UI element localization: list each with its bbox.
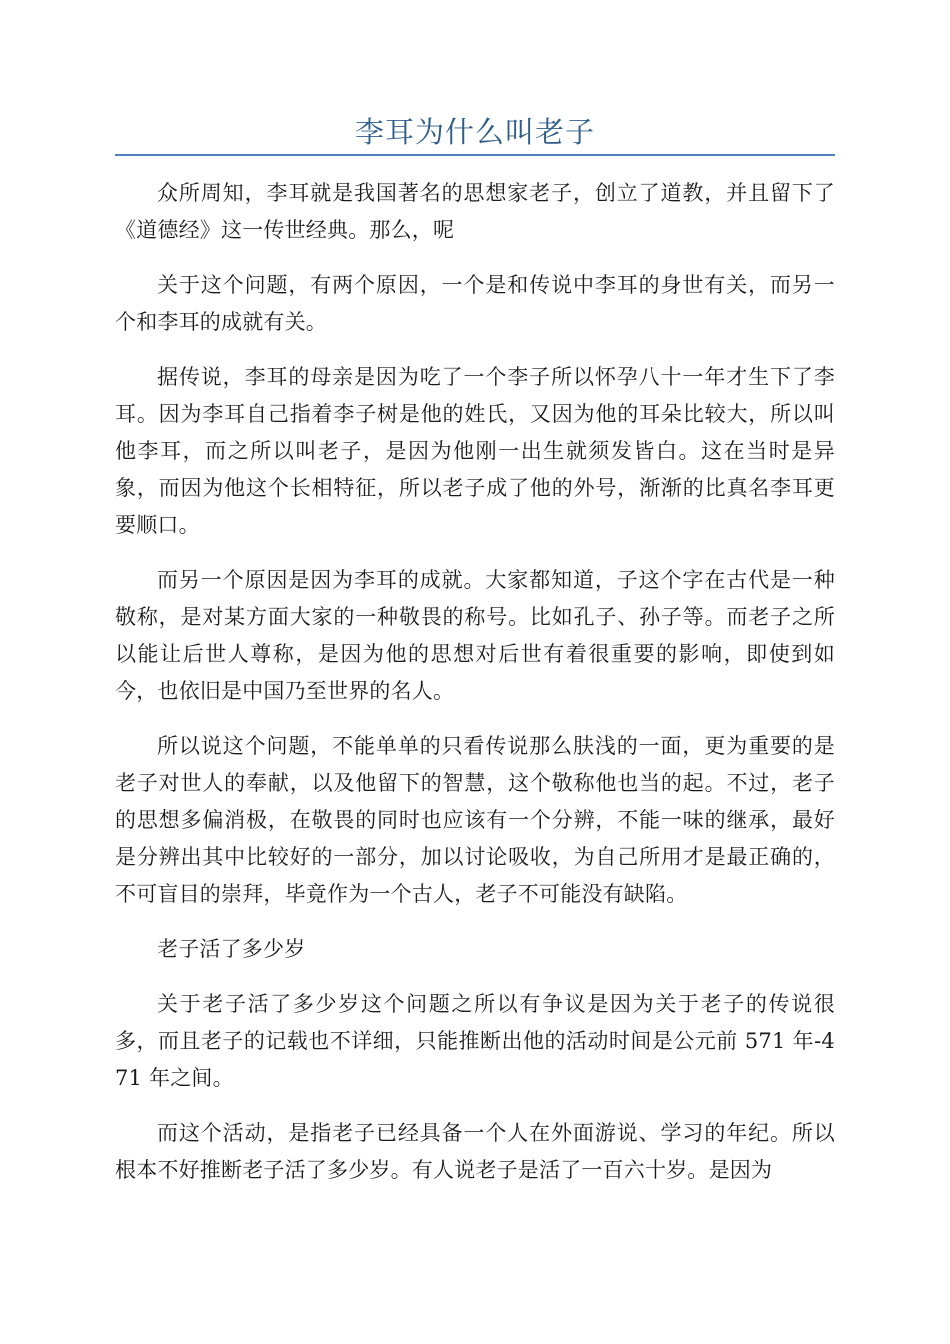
- paragraph-intro: 众所周知，李耳就是我国著名的思想家老子，创立了道教，并且留下了《道德经》这一传世经典。那么，呢: [115, 181, 835, 242]
- paragraph-lifespan-dispute: 关于老子活了多少岁这个问题之所以有争议是因为关于老子的传说很多，而且老子的记载也不详细，只能推断出他的活动时间是公元前 571 年-471 年之间。: [115, 992, 835, 1090]
- paragraph-lifespan-activity: 而这个活动，是指老子已经具备一个人在外面游说、学习的年纪。所以根本不好推断老子活了多少岁。有人说老子是活了一百六十岁。是因为: [115, 1121, 835, 1182]
- paragraph-legend: 据传说，李耳的母亲是因为吃了一个李子所以怀孕八十一年才生下了李耳。因为李耳自己指着李子树是他的姓氏，又因为他的耳朵比较大，所以叫他李耳，而之所以叫老子，是因为他刚一出生就须发皆白。这在当时是异象，而因为他这个长相特征，所以老子成了他的外号，渐渐的比真名李耳更要顺口。: [115, 365, 835, 537]
- document-body: [115, 175, 835, 1207]
- paragraph-conclusion: 所以说这个问题，不能单单的只看传说那么肤浅的一面，更为重要的是老子对世人的奉献，以及他留下的智慧，这个敬称他也当的起。不过，老子的思想多偏消极，在敬畏的同时也应该有一个分辨，不能一味的继承，最好是分辨出其中比较好的一部分，加以讨论吸收，为自己所用才是最正确的，不可盲目的崇拜，毕竟作为一个古人，老子不可能没有缺陷。: [115, 734, 835, 906]
- document-title: 李耳为什么叫老子: [354, 115, 595, 149]
- paragraph-two-reasons: 关于这个问题，有两个原因，一个是和传说中李耳的身世有关，而另一个和李耳的成就有关。: [115, 273, 835, 334]
- paragraph-achievement: 而另一个原因是因为李耳的成就。大家都知道，子这个字在古代是一种敬称，是对某方面大家的一种敬畏的称号。比如孔子、孙子等。而老子之所以能让后世人尊称，是因为他的思想对后世有着很重要的影响，即使到如今，也依旧是中国乃至世界的名人。: [115, 568, 835, 703]
- section-heading-lifespan: 老子活了多少岁: [157, 937, 306, 961]
- title-underline: [115, 154, 835, 156]
